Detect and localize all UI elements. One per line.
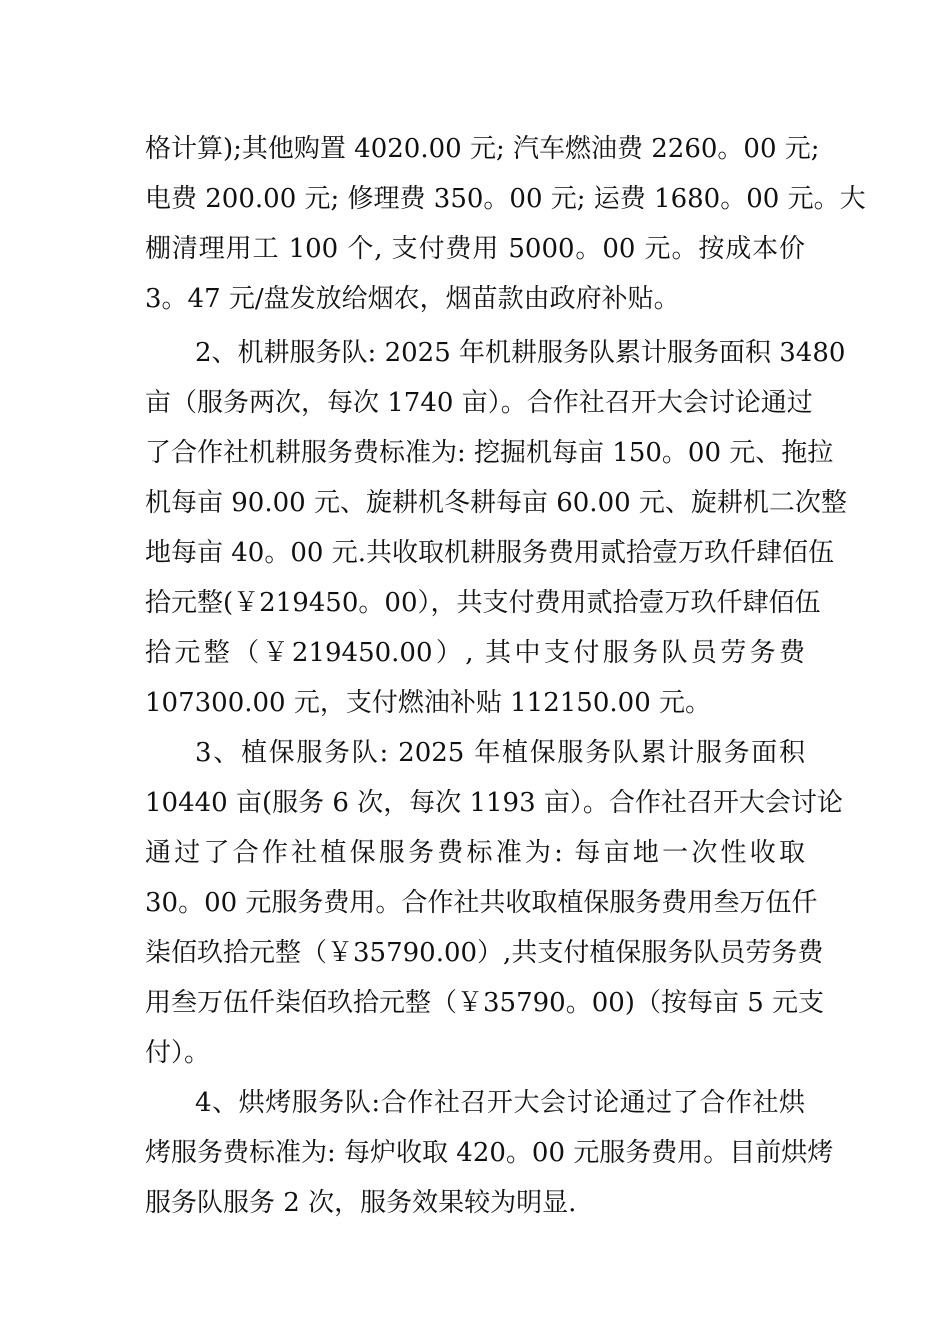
paragraph-2-line-1: 2、机耕服务队: 2025 年机耕服务队累计服务面积 3480 <box>195 338 846 368</box>
paragraph-3-line-3: 通过了合作社植保服务费标准为: 每亩地一次性收取 <box>145 838 805 868</box>
paragraph-2-line-8: 107300.00 元，支付燃油补贴 112150.00 元。 <box>145 688 711 718</box>
paragraph-1-line-1: 格计算);其他购置 4020.00 元; 汽车燃油费 2260。00 元; <box>145 134 820 164</box>
paragraph-2-line-3: 了合作社机耕服务费标准为: 挖掘机每亩 150。00 元、拖拉 <box>145 438 834 468</box>
paragraph-2-line-2: 亩（服务两次，每次 1740 亩）。合作社召开大会讨论通过 <box>145 388 813 418</box>
paragraph-2-line-4: 机每亩 90.00 元、旋耕机冬耕每亩 60.00 元、旋耕机二次整 <box>145 488 847 518</box>
paragraph-3-line-6: 用叁万伍仟柒佰玖拾元整（￥35790。00)（按每亩 5 元支 <box>145 988 825 1018</box>
paragraph-2-line-6: 拾元整(￥219450。00），共支付费用贰拾壹万玖仟肆佰伍 <box>145 588 821 618</box>
paragraph-2-line-5: 地每亩 40。00 元.共收取机耕服务费用贰拾壹万玖仟肆佰伍 <box>145 538 834 568</box>
paragraph-1-line-4: 3。47 元/盘发放给烟农，烟苗款由政府补贴。 <box>145 284 680 314</box>
paragraph-3-line-4: 30。00 元服务费用。合作社共收取植保服务费用叁万伍仟 <box>145 888 818 918</box>
paragraph-1-line-3: 棚清理用工 100 个, 支付费用 5000。00 元。按成本价 <box>145 234 805 264</box>
paragraph-3-line-1: 3、植保服务队: 2025 年植保服务队累计服务面积 <box>195 738 805 768</box>
paragraph-2-line-7: 拾元整（￥219450.00）, 其中支付服务队员劳务费 <box>145 638 805 668</box>
paragraph-3-line-5: 柒佰玖拾元整（￥35790.00）,共支付植保服务队员劳务费 <box>145 938 824 968</box>
paragraph-3-line-2: 10440 亩(服务 6 次，每次 1193 亩）。合作社召开大会讨论 <box>145 788 843 818</box>
paragraph-4-line-2: 烤服务费标准为: 每炉收取 420。00 元服务费用。目前烘烤 <box>145 1138 834 1168</box>
paragraph-4-line-1: 4、烘烤服务队:合作社召开大会讨论通过了合作社烘 <box>195 1088 805 1118</box>
paragraph-4-line-3: 服务队服务 2 次，服务效果较为明显. <box>145 1188 577 1218</box>
paragraph-1-line-2: 电费 200.00 元; 修理费 350。00 元; 运费 1680。00 元。大 <box>145 184 866 214</box>
paragraph-3-line-7: 付）。 <box>145 1038 211 1068</box>
